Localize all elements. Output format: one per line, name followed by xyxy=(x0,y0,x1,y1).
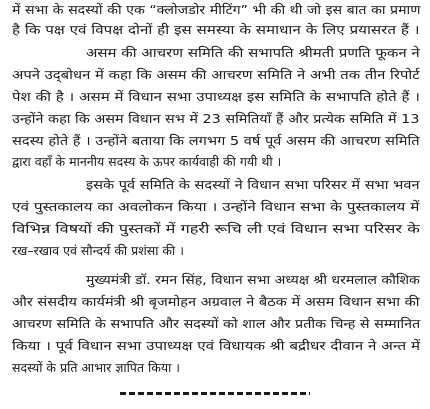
p4-line-3: आचरण समिति के सभापति और सदस्यों को शाल और प्रतीक चिन्ह से सम्मानित xyxy=(12,316,421,331)
p2-line-5: सदस्य होते हैं । उन्होंने बताया कि लगभग 5 वर्ष पूर्व असम की आचरण समिति xyxy=(12,133,420,148)
p1-line-2: है कि पक्ष एवं विपक्ष दोनों ही इस समस्या के समाधान के लिए प्रयासरत हैं । xyxy=(12,22,420,37)
p2-line-2: अपने उद्‌बोधन में कहा कि असम की आचरण समिति ने अभी तक तीन रिपोर्ट xyxy=(12,67,420,82)
p3-line-2: एवं पुस्तकालय का अवलोकन किया । उन्होंने विधान सभा के पुस्तकालय में xyxy=(12,199,420,214)
p2-line-4: उन्होंने कहा कि असम विधान सभ में 23 समितियाँ हैं और प्रत्येक समिति में 13 xyxy=(12,111,420,126)
p4-line-4: किया । पूर्व विधान सभा उपाध्यक्ष एवं विधायक श्री बद्रीधर दीवान ने अन्त में xyxy=(12,338,421,353)
p4-line-5: सदस्यों के प्रति आभार ज्ञापित किया । xyxy=(12,360,181,375)
p2-line-3: पेश की है । असम में विधान सभा उपाध्यक्ष इस समिति के सभापति होते हैं । xyxy=(12,89,421,104)
p3-line-3: विभिन्न विषयों की पुस्तकों में गहरी रूचि ली एवं विधान सभा परिसर के xyxy=(12,221,420,236)
section-divider xyxy=(120,392,310,395)
p3-line-4: रख–रखाव एवं सौन्दर्य की प्रशंसा की । xyxy=(12,243,184,258)
p3-line-1: इसके पूर्व समिति के सदस्यों ने विधान सभा परिसर में सभा भवन xyxy=(86,177,420,192)
p2-line-6: द्वारा वहाँ के माननीय सदस्य के ऊपर कार्यवाही की गयी थी । xyxy=(12,154,282,169)
p4-line-1: मुख्यमंत्री डॉ. रमन सिंह, विधान सभा अध्यक्ष श्री धरमलाल कौशिक xyxy=(86,272,420,287)
p4-line-2: और संसदीय कार्यमंत्री श्री बृजमोहन अग्रवाल ने बैठक में असम विधान सभा की xyxy=(12,294,420,309)
p2-line-1: असम की आचरण समिति की सभापति श्रीमती प्रणति फूकन ने xyxy=(86,45,420,60)
p1-line-1: में सभा के सदस्यों की एक “क्लोजडोर मीटिंग” भी की थी जो इस बात का प्रमाण xyxy=(12,2,421,17)
